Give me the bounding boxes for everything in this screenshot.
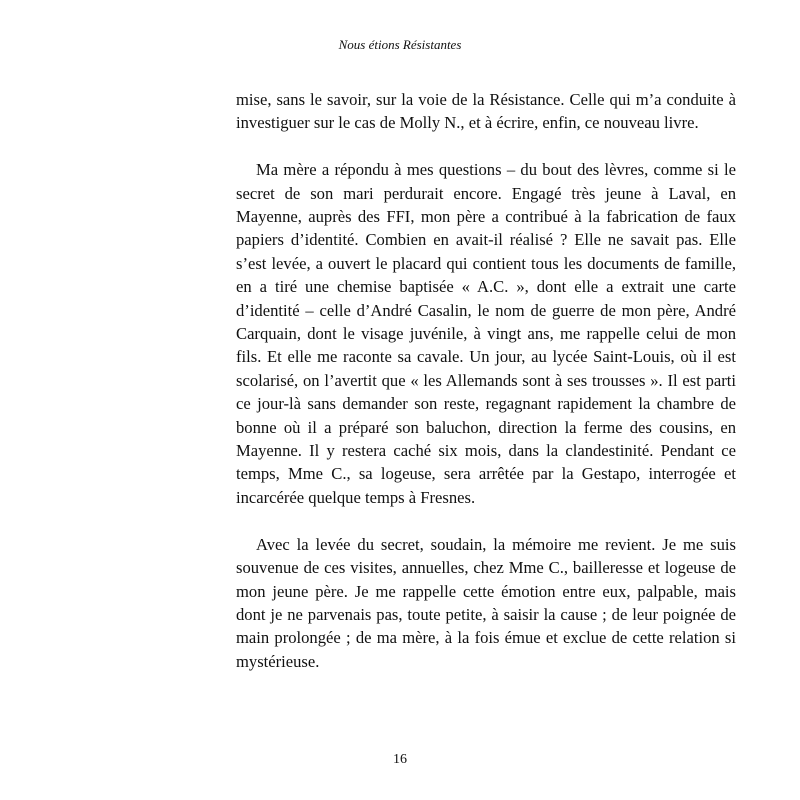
body-text	[236, 88, 736, 673]
page-number: 16	[393, 752, 407, 767]
running-header-title: Nous étions Résistantes	[338, 37, 462, 52]
paragraph-3: Avec la levée du secret, soudain, la mémoire me revient. Je me suis souvenue de ces visites, annuelles, chez Mme C., bailleresse et logeuse de mon jeune père. Je me rappelle cette émotion entre eux, palpable, mais dont je ne parvenais pas, toute petite, à saisir la cause ; de leur poignée de main prolongée ; de ma mère, à la fois émue et exclue de cette relation si mystérieuse.	[236, 534, 736, 671]
paragraph-2: Ma mère a répondu à mes questions – du bout des lèvres, comme si le secret de son mari perdurait encore. Engagé très jeune à Laval, en Mayenne, auprès des FFI, mon père a contribué à la fabrication de faux papiers d’identité. Combien en avait-il réalisé ? Elle ne savait pas. Elle s’est levée, a ouvert le placard qui contient tous les documents de famille, en a tiré une chemise baptisée « A.C. », dont elle a extrait une carte d’identité – celle d’André Casalin, le nom de guerre de mon père, André Carquain, dont le visage juvénile, à vingt ans, me rappelle celui de mon fils. Et elle me raconte sa cavale. Un jour, au lycée Saint-Louis, où il est scolarisé, on l’avertit que « les Allemands sont à ses trousses ». Il est parti ce jour-là sans demander son reste, regagnant rapidement la chambre de bonne où il a préparé son baluchon, direction la ferme des cousins, en Mayenne. Il y restera caché six mois, dans la clandestinité. Pendant ce temps, Mme C., sa logeuse, sera arrêtée par la Gestapo, interrogée et incarcérée quelque temps à Fresnes.	[236, 160, 736, 507]
paragraph-1: mise, sans le savoir, sur la voie de la Résistance. Celle qui m’a conduite à investiguer sur le cas de Molly N., et à écrire, enfin, ce nouveau livre.	[236, 90, 736, 133]
